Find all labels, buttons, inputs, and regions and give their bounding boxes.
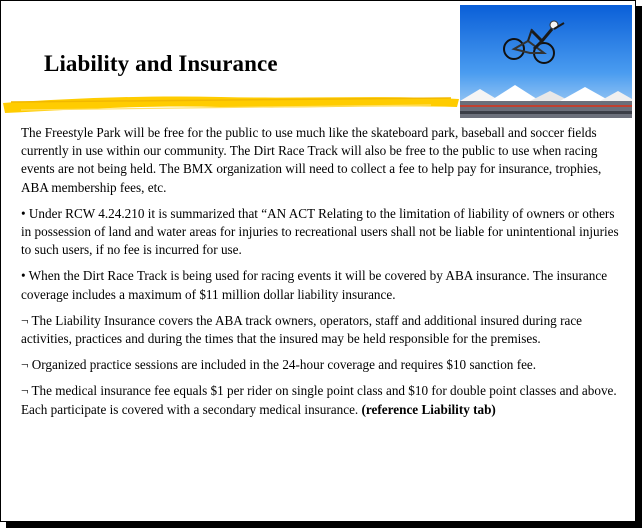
slide-shadow-right (636, 6, 642, 528)
slide-shadow-bottom (6, 522, 642, 528)
title-underline-brush (1, 89, 461, 119)
slide-title: Liability and Insurance (44, 51, 278, 76)
paragraph-intro: The Freestyle Park will be free for the public to use much like the skateboard park, baseball and soccer fields currently in use within our community. The Dirt Race Track will also be free to the public to use when racing events are not being held. The BMX organization will need to collect a fee to help pay for insurance, trophies, ABA membership fees, etc. (21, 125, 602, 195)
bullet-aba-insurance: • When the Dirt Race Track is being used for racing events it will be covered by ABA insurance. The insurance coverage includes a maximum of $11 million dollar liability insurance. (21, 268, 608, 302)
bmx-rider-photo (460, 5, 632, 118)
item-liability-coverage: ¬ The Liability Insurance covers the ABA track owners, operators, staff and additional insured during race activities, practices and during the times that the insured may be held responsible for the premises. (21, 312, 583, 347)
bullet-rcw: • Under RCW 4.24.210 it is summarized that “AN ACT Relating to the limitation of liability of owners or others in possession of land and water areas for injuries to recreational users shall not be liable for unintentional injuries to such users, if no fee is incurred for use. (21, 205, 619, 258)
reference-note: (reference Liability tab) (361, 401, 496, 417)
slide-body (21, 124, 625, 427)
item-medical-insurance: ¬ The medical insurance fee equals $1 per rider on single point class and $10 for double point classes and above. Each participate is covered with a secondary medical insurance. (reference Liability tab) (21, 383, 617, 417)
item-practice-sessions: ¬ Organized practice sessions are included in the 24-hour coverage and requires $10 sanction fee. (21, 357, 537, 373)
